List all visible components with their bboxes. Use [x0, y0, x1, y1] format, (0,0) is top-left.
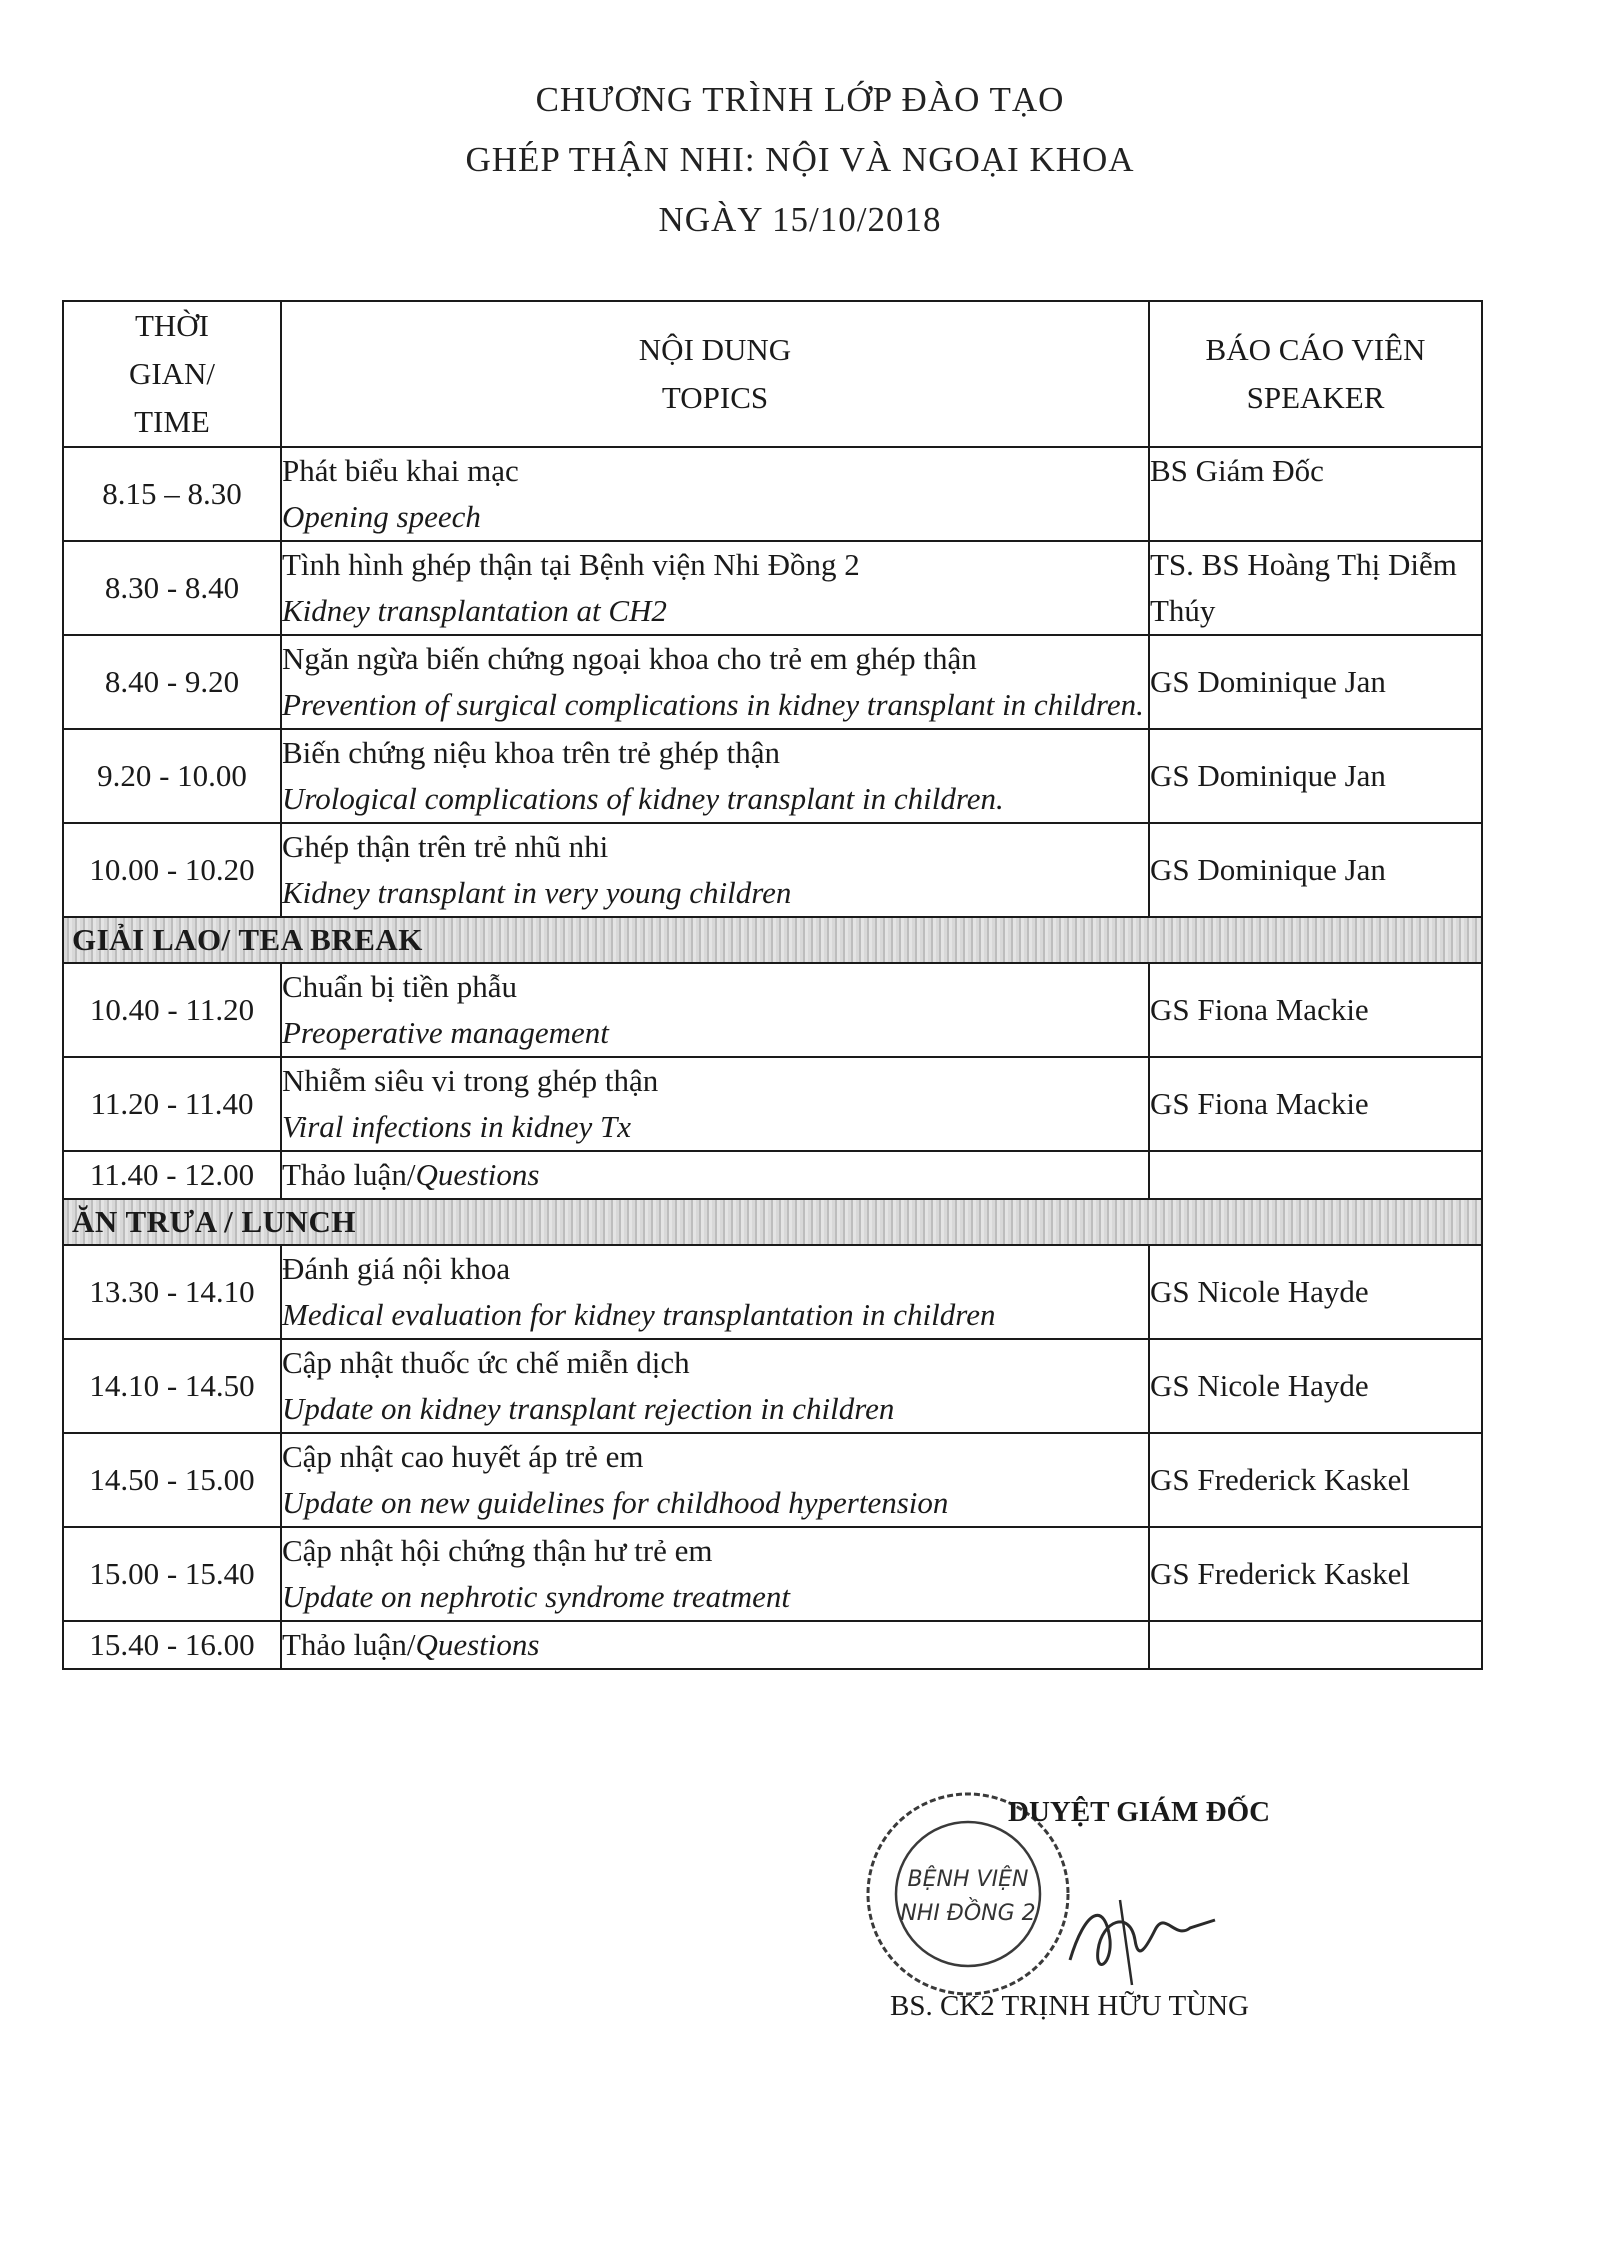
topic-cell: Ghép thận trên trẻ nhũ nhi Kidney transplant in very young children — [281, 823, 1149, 917]
time-cell: 8.15 – 8.30 — [63, 447, 281, 541]
speaker-cell: GS Nicole Hayde — [1149, 1339, 1482, 1433]
break-row-lunch — [63, 1199, 1482, 1245]
time-cell: 11.40 - 12.00 — [63, 1151, 281, 1199]
table-row — [63, 1245, 1482, 1339]
table-header-row — [63, 301, 1482, 447]
break-label: GIẢI LAO/ TEA BREAK — [63, 917, 1482, 963]
program-title: CHƯƠNG TRÌNH LỚP ĐÀO TẠO — [535, 80, 1065, 119]
time-cell: 15.40 - 16.00 — [63, 1621, 281, 1669]
topic-cell: Nhiễm siêu vi trong ghép thận Viral infections in kidney Tx — [281, 1057, 1149, 1151]
time-cell: 8.30 - 8.40 — [63, 541, 281, 635]
topic-cell: Ngăn ngừa biến chứng ngoại khoa cho trẻ em ghép thận Prevention of surgical complications in kidney transplant in children. — [281, 635, 1149, 729]
speaker-cell — [1149, 1621, 1482, 1669]
break-label: ĂN TRƯA / LUNCH — [63, 1199, 1482, 1245]
schedule-table — [62, 300, 1483, 1670]
table-row — [63, 635, 1482, 729]
header-speaker: BÁO CÁO VIÊN SPEAKER — [1149, 301, 1482, 447]
speaker-cell: GS Frederick Kaskel — [1149, 1433, 1482, 1527]
table-row — [63, 1527, 1482, 1621]
signatory-name: BS. CK2 TRỊNH HỮU TÙNG — [890, 1990, 1249, 2022]
topic-cell: Cập nhật thuốc ức chế miễn dịch Update on kidney transplant rejection in children — [281, 1339, 1149, 1433]
time-cell: 10.00 - 10.20 — [63, 823, 281, 917]
time-cell: 9.20 - 10.00 — [63, 729, 281, 823]
time-cell: 10.40 - 11.20 — [63, 963, 281, 1057]
table-row — [63, 729, 1482, 823]
time-cell: 8.40 - 9.20 — [63, 635, 281, 729]
topic-cell: Phát biểu khai mạc Opening speech — [281, 447, 1149, 541]
speaker-cell: GS Fiona Mackie — [1149, 963, 1482, 1057]
table-row — [63, 1621, 1482, 1669]
program-date: NGÀY 15/10/2018 — [658, 200, 942, 239]
topic-cell: Tình hình ghép thận tại Bệnh viện Nhi Đồng 2 Kidney transplantation at CH2 — [281, 541, 1149, 635]
break-row-tea — [63, 917, 1482, 963]
speaker-cell — [1149, 1151, 1482, 1199]
approval-label: DUYỆT GIÁM ĐỐC — [1008, 1796, 1271, 1828]
topic-cell: Chuẩn bị tiền phẫu Preoperative management — [281, 963, 1149, 1057]
speaker-cell: GS Frederick Kaskel — [1149, 1527, 1482, 1621]
time-cell: 14.10 - 14.50 — [63, 1339, 281, 1433]
speaker-cell: GS Nicole Hayde — [1149, 1245, 1482, 1339]
table-row — [63, 1339, 1482, 1433]
stamp-text: NHI ĐỒNG 2 — [900, 1901, 1036, 1926]
handwritten-signature-icon — [1050, 1880, 1230, 2000]
table-row — [63, 447, 1482, 541]
time-cell: 14.50 - 15.00 — [63, 1433, 281, 1527]
speaker-cell: TS. BS Hoàng Thị Diễm Thúy — [1149, 541, 1482, 635]
time-cell: 11.20 - 11.40 — [63, 1057, 281, 1151]
speaker-cell: GS Dominique Jan — [1149, 635, 1482, 729]
table-row — [63, 541, 1482, 635]
time-cell: 13.30 - 14.10 — [63, 1245, 281, 1339]
table-row — [63, 823, 1482, 917]
table-row — [63, 1433, 1482, 1527]
time-cell: 15.00 - 15.40 — [63, 1527, 281, 1621]
topic-cell: Đánh giá nội khoa Medical evaluation for kidney transplantation in children — [281, 1245, 1149, 1339]
speaker-cell: BS Giám Đốc — [1149, 447, 1482, 541]
program-subtitle: GHÉP THẬN NHI: NỘI VÀ NGOẠI KHOA — [465, 140, 1135, 179]
table-row — [63, 963, 1482, 1057]
table-row — [63, 1057, 1482, 1151]
table-row — [63, 1151, 1482, 1199]
stamp-text: BỆNH VIỆN — [907, 1867, 1029, 1892]
topic-cell: Biến chứng niệu khoa trên trẻ ghép thận Urological complications of kidney transplant in children. — [281, 729, 1149, 823]
topic-cell: Cập nhật cao huyết áp trẻ em Update on new guidelines for childhood hypertension — [281, 1433, 1149, 1527]
header-time: THỜI GIAN/ TIME — [63, 301, 281, 447]
speaker-cell: GS Fiona Mackie — [1149, 1057, 1482, 1151]
topic-cell: Thảo luận/Questions — [281, 1621, 1149, 1669]
speaker-cell: GS Dominique Jan — [1149, 729, 1482, 823]
header-topic: NỘI DUNG TOPICS — [281, 301, 1149, 447]
topic-cell: Cập nhật hội chứng thận hư trẻ em Update on nephrotic syndrome treatment — [281, 1527, 1149, 1621]
speaker-cell: GS Dominique Jan — [1149, 823, 1482, 917]
topic-cell: Thảo luận/Questions — [281, 1151, 1149, 1199]
